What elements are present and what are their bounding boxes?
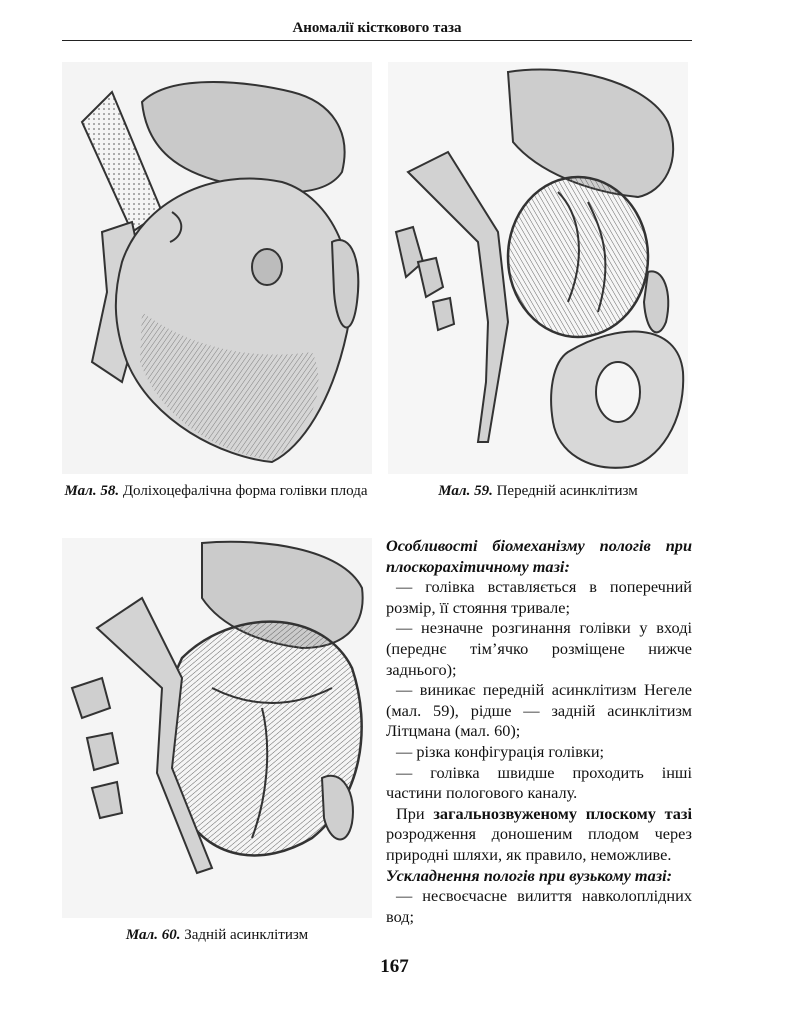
list-item: — несвоєчасне вилиття навколоплідних вод; [386, 886, 692, 926]
figure-59-caption-text: Передній асинклітизм [496, 483, 638, 499]
header-rule [62, 40, 692, 41]
running-header [62, 14, 692, 40]
paragraph-end: розродження доношеним плодом через природні шляхи, як правило, неможливе. [386, 824, 692, 864]
figure-60-number: Мал. 60. [125, 927, 181, 943]
list-item: — виникає передній асинклітизм Негеле (мал. 59), рідше — задній асинклітизм Літцмана (мал. 60); [386, 680, 692, 741]
figure-59-caption [388, 482, 688, 501]
list-item: — незначне розгинання голівки у вході (переднє тім’ячко розміщене нижче заднього); [386, 618, 692, 679]
figure-60-caption [62, 926, 372, 945]
figure-59-illustration [388, 62, 688, 474]
figure-58-caption [58, 482, 374, 501]
figure-58-number: Мал. 58. [64, 483, 120, 499]
body-text-column [386, 536, 692, 927]
figure-60-caption-text: Задній асинклітизм [184, 927, 309, 943]
figure-59-number: Мал. 59. [438, 483, 493, 499]
running-header-title: Аномалії кісткового таза [292, 20, 462, 36]
section-heading-complications: Ускладнення пологів при вузькому тазі: [386, 865, 673, 885]
figure-58-illustration [62, 62, 372, 474]
figure-58-caption-text: Доліхоцефалічна форма голівки плода [122, 483, 368, 499]
list-item: — різка конфігурація голівки; [396, 741, 605, 761]
list-item: — голівка швидше проходить інші частини пологового каналу. [386, 762, 692, 803]
list-item: — голівка вставляється в поперечний розмір, її стояння тривале; [386, 577, 692, 617]
paragraph-start: При [396, 803, 425, 823]
page-number: 167 [380, 956, 409, 977]
paragraph-general-narrow-pelvis [386, 804, 692, 866]
section-heading-biomechanism: Особливості біомеханізму пологів при плоскорахітичному тазі: [386, 536, 692, 576]
figure-60-illustration [62, 538, 372, 918]
paragraph-bold-term: загальнозвуженому плоскому тазі [433, 803, 692, 823]
